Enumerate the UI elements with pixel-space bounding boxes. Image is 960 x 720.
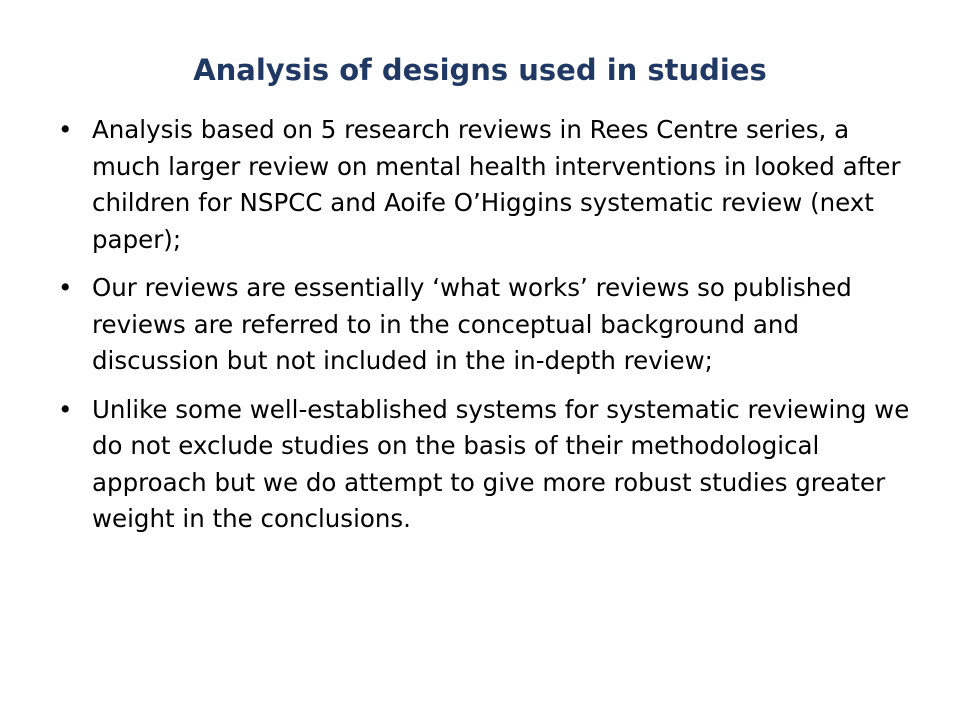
bullet-item xyxy=(58,392,918,538)
bullet-item xyxy=(58,270,918,380)
bullet-text: Analysis based on 5 research reviews in Rees Centre series, a much larger review on mental health interventions in looked after children for NSPCC and Aoife O’Higgins systematic review (next paper); xyxy=(92,115,901,254)
bullet-icon: • xyxy=(58,394,73,424)
bullet-text: Our reviews are essentially ‘what works’ reviews so published reviews are referred to in the conceptual background and discussion but not included in the in-depth review; xyxy=(92,273,852,375)
slide-title: Analysis of designs used in studies xyxy=(193,53,767,87)
bullet-list xyxy=(58,112,918,550)
bullet-icon: • xyxy=(58,273,73,302)
bullet-text: Unlike some well-established systems for systematic reviewing we do not exclude studies on the basis of their methodological approach but we do attempt to give more robust studies greater weight in the conclusions. xyxy=(92,394,910,533)
bullet-icon: • xyxy=(58,115,73,144)
bullet-item xyxy=(58,112,918,258)
